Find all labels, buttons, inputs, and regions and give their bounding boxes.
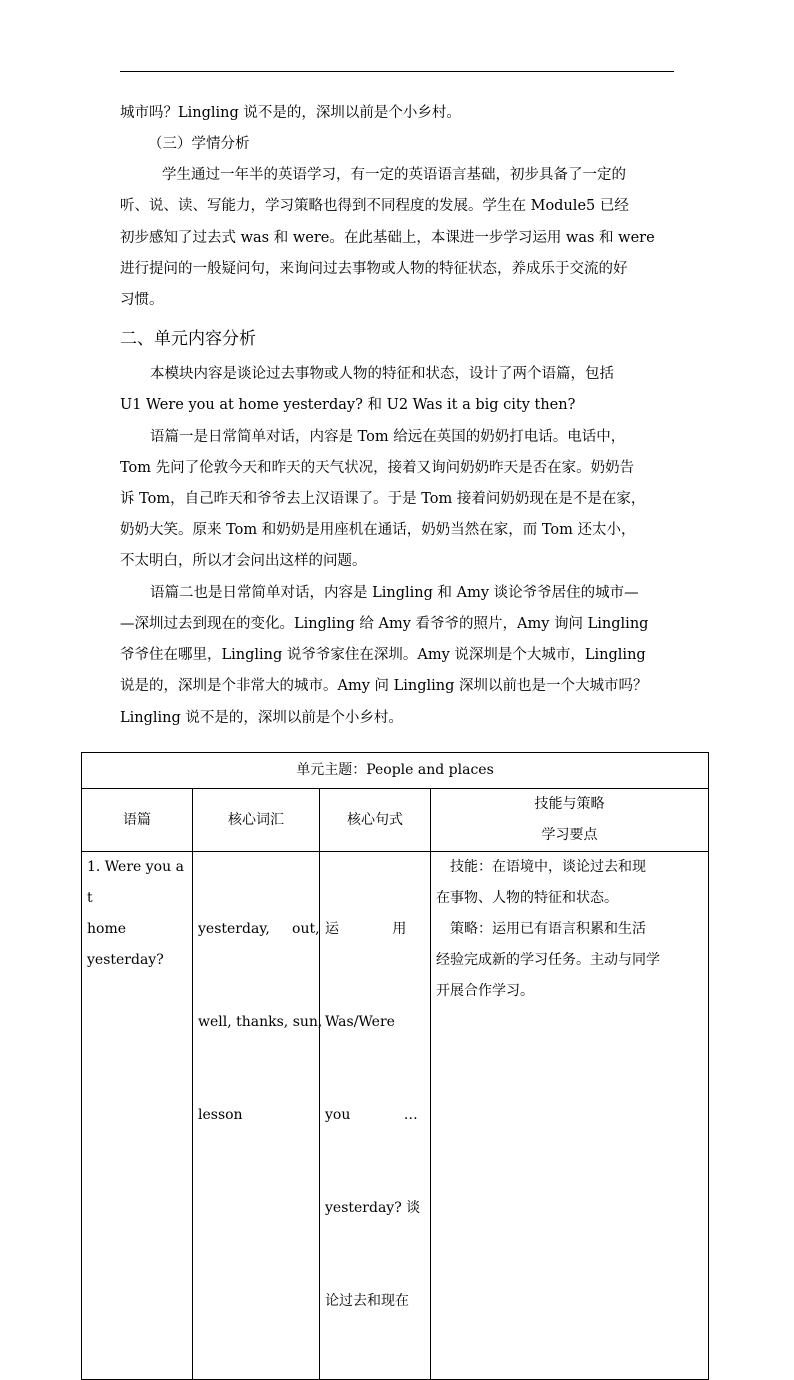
cell-line: yesterday? — [87, 952, 164, 968]
cell-line: 技能：在语境中，谈论过去和现 — [450, 859, 646, 875]
unit-table — [81, 752, 709, 1380]
cell-line: 论过去和现在 — [325, 1293, 409, 1309]
paragraph-line: 语篇二也是日常简单对话，内容是 Lingling 和 Amy 谈论爷爷居住的城市— — [150, 585, 639, 601]
header-skills — [431, 789, 709, 852]
cell-line: 策略：运用已有语言积累和生活 — [450, 921, 646, 937]
cell-text — [82, 852, 193, 1380]
paragraph-line: 习惯。 — [120, 292, 164, 308]
paragraph-line: 听、说、读、写能力，学习策略也得到不同程度的发展。学生在 Module5 已经 — [120, 198, 629, 214]
paragraph-line: 城市吗？Lingling 说不是的，深圳以前是个小乡村。 — [120, 105, 461, 121]
paragraph-line: 爷爷住在哪里，Lingling 说爷爷家住在深圳。Amy 说深圳是个大城市，Lingling — [120, 647, 646, 663]
paragraph-line: 奶奶大笑。原来 Tom 和奶奶是用座机在通话，奶奶当然在家，而 Tom 还太小， — [120, 522, 636, 538]
cell-vocab — [193, 852, 323, 1380]
paragraph-line: U1 Were you at home yesterday? 和 U2 Was it a big city then? — [120, 397, 576, 413]
cell-line: 在事物、人物的特征和状态。 — [436, 890, 618, 906]
paragraph-line: Tom 先问了伦敦今天和昨天的天气状况，接着又询问奶奶昨天是否在家。奶奶告 — [120, 460, 635, 476]
paragraph-line: 初步感知了过去式 was 和 were。在此基础上，本课进一步学习运用 was 和 were — [120, 230, 655, 246]
cell-line: 1. Were you at — [87, 859, 184, 906]
cell-line: 运 用 — [325, 921, 407, 937]
cell-line: you … — [325, 1107, 418, 1123]
paragraph-line: 语篇一是日常简单对话，内容是 Tom 给远在英国的奶奶打电话。电话中， — [150, 429, 626, 445]
cell-line: 开展合作学习。 — [436, 983, 534, 999]
table-row — [82, 852, 709, 1380]
table-title-row — [82, 753, 709, 789]
header-vocab: 核心词汇 — [193, 789, 320, 852]
cell-line: 经验完成新的学习任务。主动与同学 — [436, 952, 660, 968]
header-rule — [120, 71, 674, 72]
paragraph-line: 诉 Tom，自己昨天和爷爷去上汉语课了。于是 Tom 接着问奶奶现在是不是在家， — [120, 491, 646, 507]
cell-skills — [431, 852, 709, 1380]
table-title: 单元主题：People and places — [82, 753, 709, 789]
cell-line: yesterday, out, — [198, 921, 320, 937]
paragraph-line: Lingling 说不是的，深圳以前是个小乡村。 — [120, 710, 403, 726]
cell-sentence — [320, 852, 431, 1380]
cell-line: yesterday? 谈 — [325, 1200, 421, 1216]
paragraph-line: —深圳过去到现在的变化。Lingling 给 Amy 看爷爷的照片，Amy 询问 Lingling — [120, 616, 649, 632]
paragraph-line: 进行提问的一般疑问句，来询问过去事物或人物的特征状态，养成乐于交流的好 — [120, 261, 628, 277]
cell-line: home — [87, 921, 127, 937]
paragraph-line: 本模块内容是谈论过去事物或人物的特征和状态，设计了两个语篇，包括 — [150, 366, 614, 382]
cell-line: lesson — [198, 1107, 243, 1123]
header-text: 语篇 — [82, 789, 193, 852]
header-sentence: 核心句式 — [320, 789, 431, 852]
table-header-row — [82, 789, 709, 852]
header-skills-line2: 学习要点 — [541, 827, 598, 843]
cell-line: Was/Were — [325, 1014, 395, 1030]
cell-line: well, thanks, sun, — [198, 1014, 323, 1030]
paragraph-line: 不太明白，所以才会问出这样的问题。 — [120, 553, 367, 569]
paragraph-line: 说是的，深圳是个非常大的城市。Amy 问 Lingling 深圳以前也是一个大城市吗？ — [120, 678, 648, 694]
chapter-heading: 二、单元内容分析 — [120, 329, 256, 349]
section-heading: （三）学情分析 — [148, 136, 250, 152]
paragraph-line: 学生通过一年半的英语学习，有一定的英语语言基础，初步具备了一定的 — [162, 167, 626, 183]
header-skills-line1: 技能与策略 — [534, 796, 605, 812]
